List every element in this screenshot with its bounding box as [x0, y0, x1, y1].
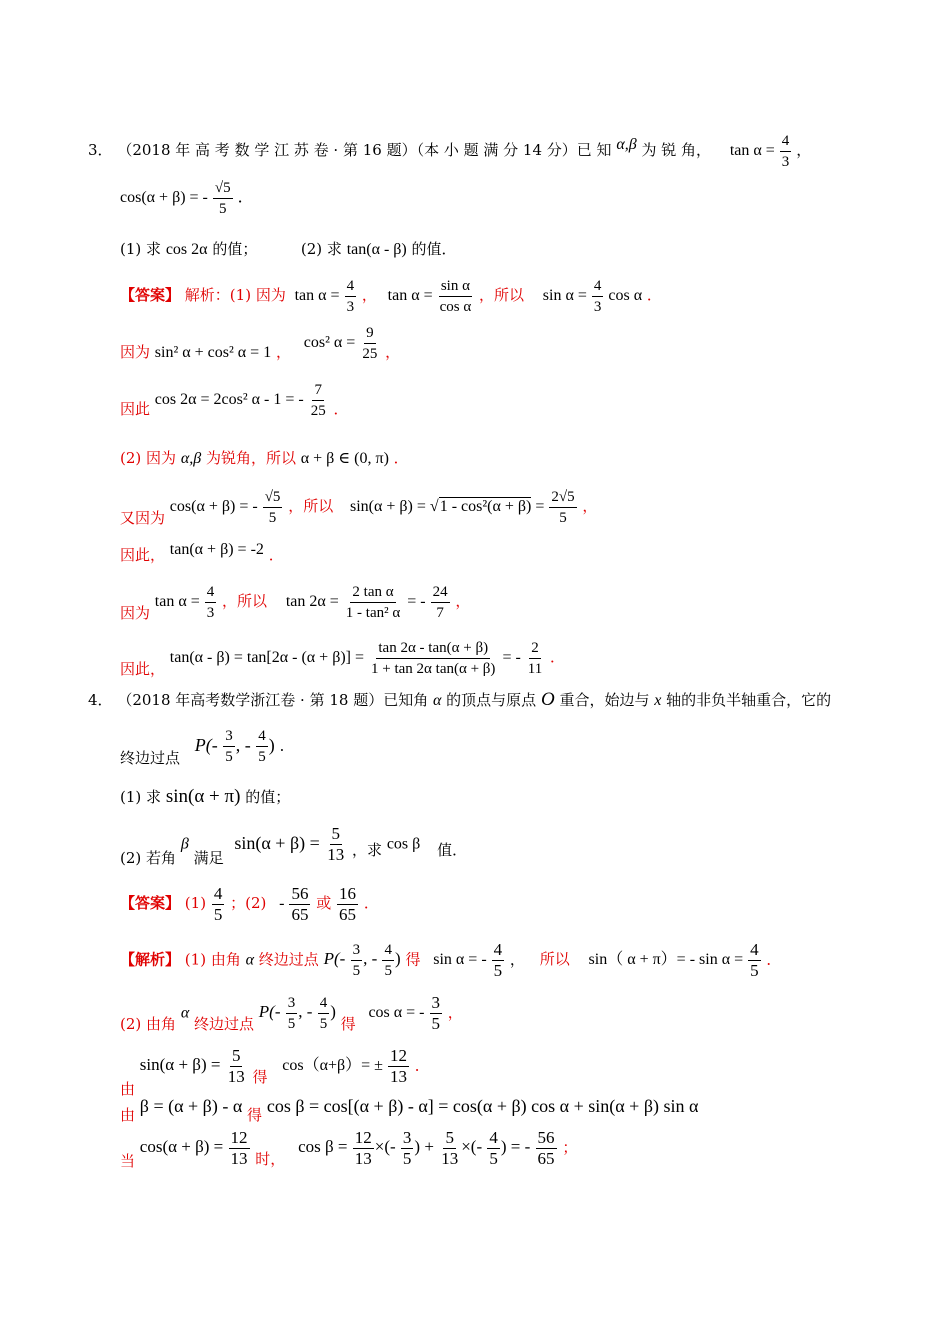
q4-answer: 【答案】 (1) $\frac{4}{5}$ ；(2) - $\frac{56}{65}$ 或 $\frac{16}{65}$ ． [120, 884, 379, 924]
q4-answer-label: 【答案】 [120, 894, 181, 913]
q3-cos-given: cos(α + β) = - $\frac{√5}{5}$ ． [120, 180, 254, 217]
q3-alpha-beta: α,β [616, 136, 637, 154]
q3-solution-8: 因此， tan(α - β) = tan[2α - (α + β)] = $\frac{\tan 2\alpha - \tan(\alpha + \beta)}{\text{1 + tan 2α tan(α + β)}}$ = - $\frac{2}{11}$ ． [120, 640, 566, 679]
q4-number: 4． [88, 691, 113, 709]
q4-source: （2018 年高考数学浙江卷 · 第 18 题）已知角 [117, 691, 429, 709]
q4-part2: (2) 若角 β 满足 sin(α + β) = $\frac{5}{13}$ ，求 cos β 值． [120, 824, 468, 867]
q3-number: 3． [88, 141, 113, 160]
q4-solution-label: 【解析】 [120, 950, 181, 969]
q3-parts: (1) 求 cos 2α 的值； (2) 求 tan(α - β) 的值． [120, 240, 457, 258]
q3-stem: 3． （2018 年 高 考 数 学 江 苏 卷 · 第 16 题）（本 小 题 满 分 14 分）已 知 α,β 为 锐 角， tan α = $\frac{4}{3}$ ， [88, 133, 812, 170]
q3-solution-6: 因此， tan(α + β) = -2 ． [120, 541, 284, 564]
q3-solution-5: 又因为 cos(α + β) = - $\frac{√5}{5}$ ，所以 sin(α + β) = √1 - cos²(α + β) = $\frac{2√5}{5}$ ， [120, 489, 598, 528]
q4-solution-4: 由 β = (α + β) - α 得 cos β = cos[(α + β) - α] = cos(α + β) cos α + sin(α + β) sin α [120, 1096, 699, 1124]
q3-solution-3: 因此 cos 2α = 2cos² α - 1 = - $\frac{7}{25}$ ． [120, 382, 349, 419]
q3-tan-given: tan α = $\frac{4}{3}$ [729, 133, 790, 170]
q3-part1-expr: cos 2α [165, 241, 208, 258]
q3-answer-label: 【答案】 [120, 286, 181, 305]
q4-solution-5: 当 cos(α + β) = $\frac{12}{13}$ 时， cos β = $\frac{12}{13}$ ×(- $\frac{3}{5}$ ) + $\frac{5}{13}$ ×(- $\frac{4}{5}$ ) = - $\frac{56}{65}$ ； [120, 1128, 578, 1171]
q4-solution-1: 【解析】 (1) 由角 α 终边过点 P(- $\frac{3}{5}$ , - $\frac{4}{5}$ ) 得 sin α = - $\frac{4}{5}$ ， 所以 sin（ α + π）= - sin α = $\frac{4}{5}$ ． [120, 940, 782, 981]
q3-solution-2: 因为 sin² α + cos² α = 1 ， cos² α = $\frac{9}{25}$ ， [120, 325, 401, 362]
q3-solution-7: 因为 tan α = $\frac{4}{3}$ ，所以 tan 2α = $\frac{\text{2 tan α}}{\text{1 - tan² α}}$ = - $\frac{24}{7}$ ， [120, 584, 471, 623]
q4-part1: (1) 求 sin(α + π) 的值； [120, 786, 291, 807]
q3-source: （2018 年 高 考 数 学 江 苏 卷 · 第 16 题）（本 小 题 满 分 14 分）已 知 [117, 141, 612, 160]
q3-solution-4: (2) 因为 α,β 为锐角，所以 α + β ∈ (0, π) ． [120, 449, 409, 467]
q3-solution-1: 【答案】 解析：(1) 因为 tan α = $\frac{4}{3}$ ， tan α = $\frac{\text{sin α}}{\text{cos α}}$ ，所以 sin α = $\frac{4}{3}$ cos α ． [120, 278, 662, 315]
q4-solution-3: 由 sin(α + β) = $\frac{5}{13}$ 得 cos（α+β）= ± $\frac{12}{13}$ ． [120, 1046, 430, 1099]
q4-terminal-point: 终边过点 P(- $\frac{3}{5}$ , - $\frac{4}{5}$ ) ． [120, 728, 295, 767]
q3-acute: 为 锐 角， [641, 141, 712, 160]
q4-part1-expr: sin(α + π) [165, 786, 241, 807]
q4-stem: 4． （2018 年高考数学浙江卷 · 第 18 题）已知角 α 的顶点与原点 O 重合，始边与 x 轴的非负半轴重合，它的 [88, 689, 832, 710]
q4-solution-2: (2) 由角 α 终边过点 P(- $\frac{3}{5}$ , - $\frac{4}{5}$ ) 得 cos α = - $\frac{3}{5}$ ， [120, 993, 463, 1034]
q3-part2-expr: tan(α - β) [346, 241, 407, 258]
